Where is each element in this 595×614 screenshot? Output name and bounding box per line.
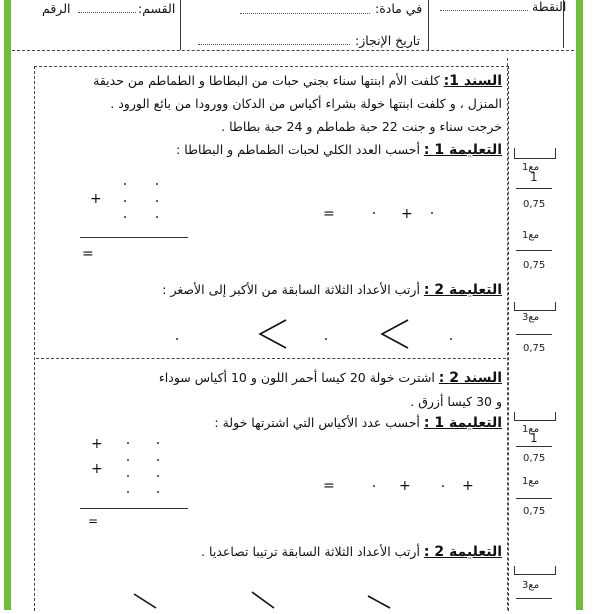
sanad2-label: السند 2 : xyxy=(438,370,502,386)
equals-sign: = xyxy=(82,246,94,262)
grade-fraction-line xyxy=(516,250,552,251)
sum-line xyxy=(80,508,188,509)
header-section-label: القسم: xyxy=(138,1,176,16)
part2-task1 xyxy=(214,416,502,430)
grade-criterion: مع1 xyxy=(522,230,540,241)
plus-sign: + xyxy=(91,436,103,452)
digit-slot xyxy=(157,459,159,461)
greater-than-sign xyxy=(132,592,158,614)
part2-task2-label: التعليمة 2 : xyxy=(423,544,502,560)
digit-slot xyxy=(127,459,129,461)
header-number-label: الرقم xyxy=(42,1,71,16)
answer-slot xyxy=(325,338,327,340)
grade-fraction-line xyxy=(516,334,552,335)
grade-box xyxy=(514,148,556,159)
digit-slot xyxy=(124,200,126,202)
header-subject-label: في مادة: xyxy=(375,1,423,16)
digit-slot xyxy=(156,216,158,218)
part2-task1-text: أحسب عدد الأكياس التي اشترتها خولة : xyxy=(214,415,420,430)
equals-sign: = xyxy=(323,206,335,222)
equals-sign: = xyxy=(323,478,335,494)
grade-criterion: مع3 xyxy=(522,580,540,591)
grade-fraction-line xyxy=(516,446,552,447)
digit-slot xyxy=(156,200,158,202)
digit-slot xyxy=(127,475,129,477)
header-divider xyxy=(428,0,429,50)
digit-slot xyxy=(127,491,129,493)
grade-fraction-line xyxy=(516,498,552,499)
plus-sign: + xyxy=(90,191,102,207)
answer-slot xyxy=(373,485,375,487)
grade-box xyxy=(514,302,556,311)
part-separator xyxy=(36,358,506,359)
page-border-right xyxy=(576,0,583,610)
equals-sign: = xyxy=(88,514,99,528)
sanad2-line1 xyxy=(159,371,502,385)
header-section-field[interactable] xyxy=(78,12,136,13)
greater-than-sign xyxy=(250,590,276,614)
less-than-sign xyxy=(258,318,288,354)
digit-slot xyxy=(157,491,159,493)
header-score-field[interactable] xyxy=(440,10,528,11)
grade-total: 0,75 xyxy=(523,199,546,210)
header-subject-field[interactable] xyxy=(240,13,370,14)
part2-task2-text: أرتب الأعداد الثلاثة السابقة ترتيبا تصاعديا . xyxy=(201,544,420,559)
grade-fraction-line xyxy=(516,598,552,599)
grade-criterion: مع1 xyxy=(522,162,540,173)
grade-score: 1 xyxy=(530,170,538,184)
page-border-left xyxy=(4,0,11,610)
sanad2-line2: و 30 كيسا أزرق . xyxy=(410,394,502,409)
header-separator xyxy=(12,50,574,51)
digit-slot xyxy=(124,216,126,218)
grade-total: 0,75 xyxy=(523,453,546,464)
header-divider xyxy=(180,0,181,50)
answer-slot xyxy=(176,338,178,340)
greater-than-sign xyxy=(366,594,392,614)
sanad1-label: السند 1: xyxy=(443,73,502,89)
plus-sign: + xyxy=(91,461,103,477)
part1-task2-label: التعليمة 2 : xyxy=(423,282,502,298)
answer-slot xyxy=(373,212,375,214)
part1-task1-label: التعليمة 1 : xyxy=(423,142,502,158)
part1-task2-text: أرتب الأعداد الثلاثة السابقة من الأكبر إلى الأصغر : xyxy=(162,282,420,297)
sanad1-line3: خرجت سناء و جنت 22 حبة طماطم و 24 حبة بطاطا . xyxy=(221,119,502,134)
grade-fraction-line xyxy=(516,188,552,189)
grade-total: 0,75 xyxy=(523,506,546,517)
plus-sign: + xyxy=(399,478,411,494)
part1-task1 xyxy=(176,143,502,157)
plus-sign: + xyxy=(462,478,474,494)
sanad1-text: كلفت الأم ابنتها سناء بجني حبات من البطاطا و الطماطم من حديقة xyxy=(93,73,440,88)
part2-task2 xyxy=(201,545,502,559)
grade-criterion: مع1 xyxy=(522,476,540,487)
header-date-label: تاريخ الإنجاز: xyxy=(355,33,421,48)
answer-slot xyxy=(450,338,452,340)
digit-slot xyxy=(157,475,159,477)
part1-task2 xyxy=(162,283,502,297)
part2-task1-label: التعليمة 1 : xyxy=(423,415,502,431)
digit-slot xyxy=(157,442,159,444)
digit-slot xyxy=(156,183,158,185)
grade-total: 0,75 xyxy=(523,343,546,354)
grade-total: 0,75 xyxy=(523,260,546,271)
plus-sign: + xyxy=(401,206,413,222)
sum-line xyxy=(80,237,188,238)
sanad2-text: اشترت خولة 20 كيسا أحمر اللون و 10 أكياس سوداء xyxy=(158,370,435,385)
grading-column-divider xyxy=(507,58,508,610)
answer-slot xyxy=(431,212,433,214)
sanad1-line2: المنزل ، و كلفت ابنتها خولة بشراء أكياس من الدكان وورودا من بائع الورود . xyxy=(110,96,502,111)
grade-box xyxy=(514,412,556,421)
sanad1-line1 xyxy=(93,74,502,88)
grade-box xyxy=(514,566,556,575)
less-than-sign xyxy=(380,318,410,354)
grade-score: 1 xyxy=(530,431,538,445)
header-score-label: النقطة xyxy=(532,0,567,14)
grade-criterion: مع3 xyxy=(522,312,540,323)
part1-task1-text: أحسب العدد الكلي لحبات الطماطم و البطاطا : xyxy=(176,142,420,157)
header-date-field[interactable] xyxy=(198,44,350,45)
digit-slot xyxy=(124,183,126,185)
answer-slot xyxy=(442,485,444,487)
digit-slot xyxy=(127,442,129,444)
grade-criterion: مع1 xyxy=(522,424,540,435)
